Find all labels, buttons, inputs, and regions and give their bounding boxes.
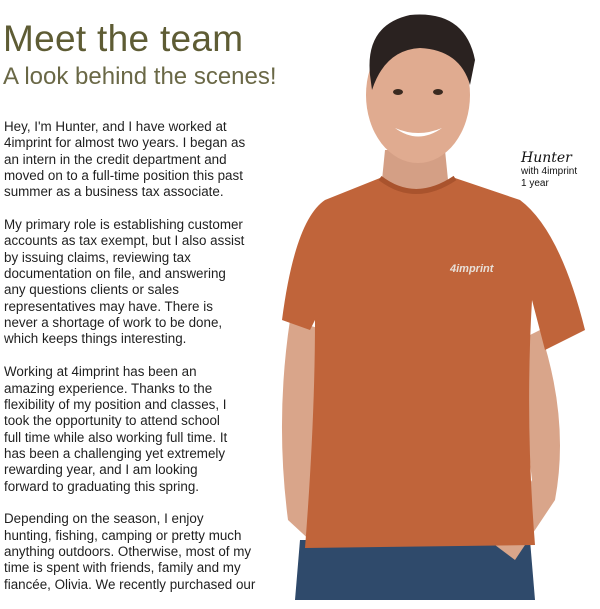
bio-line: Hey, I'm Hunter, and I have worked at: [4, 119, 227, 134]
shirt-logo: 4imprint: [450, 263, 494, 275]
page-subtitle: A look behind the scenes!: [3, 63, 277, 90]
bio-paragraph: [4, 119, 304, 201]
bio-line: fiancée, Olivia. We recently purchased our: [4, 576, 256, 592]
bio-line: 4imprint for almost two years. I began as: [4, 135, 246, 151]
bio-line: an intern in the credit department and: [4, 151, 227, 167]
bio-line: any questions clients or sales: [4, 282, 179, 298]
caption-tenure-label: with 4imprint: [521, 166, 578, 177]
bio-line: moved on to a full-time position this past: [4, 168, 243, 184]
bio-line: which keeps things interesting.: [4, 331, 187, 347]
bio-paragraph: [4, 511, 304, 593]
bio-line: hunting, fishing, camping or pretty much: [4, 527, 242, 543]
bio-line: representatives may have. There is: [4, 298, 213, 314]
page-title: Meet the team: [3, 18, 244, 59]
bio-line: amazing experience. Thanks to the: [4, 380, 213, 396]
bio-line: full time while also working full time. It: [4, 429, 228, 445]
bio-line: forward to graduating this spring.: [4, 478, 200, 494]
bio-line: took the opportunity to attend school: [4, 413, 220, 429]
bio-line: Working at 4imprint has been an: [4, 364, 197, 380]
bio-paragraph: [4, 217, 304, 348]
bio-line: My primary role is establishing customer: [4, 217, 243, 233]
bio-line: Depending on the season, I enjoy: [4, 511, 204, 527]
bio-text: [4, 119, 304, 609]
bio-line: has been a challenging yet extremely: [4, 445, 226, 461]
bio-line: flexibility of my position and classes, I: [4, 396, 227, 412]
bio-line: accounts as tax exempt, but I also assist: [4, 233, 245, 249]
caption-tenure-value: 1 year: [521, 178, 549, 189]
jeans: [295, 540, 535, 600]
bio-line: time is spent with friends, family and my: [4, 560, 241, 576]
bio-paragraph: [4, 364, 304, 495]
photo-caption: [521, 150, 577, 190]
bio-line: rewarding year, and I am looking: [4, 462, 198, 478]
employee-photo: [270, 0, 600, 600]
bio-line: never a shortage of work to be done,: [4, 315, 223, 331]
bio-line: anything outdoors. Otherwise, most of my: [4, 543, 252, 559]
caption-name: Hunter: [521, 150, 572, 166]
bio-line: summer as a business tax associate.: [4, 184, 224, 200]
bio-line: documentation on file, and answering: [4, 266, 226, 282]
bio-line: by issuing claims, reviewing tax: [4, 249, 191, 265]
